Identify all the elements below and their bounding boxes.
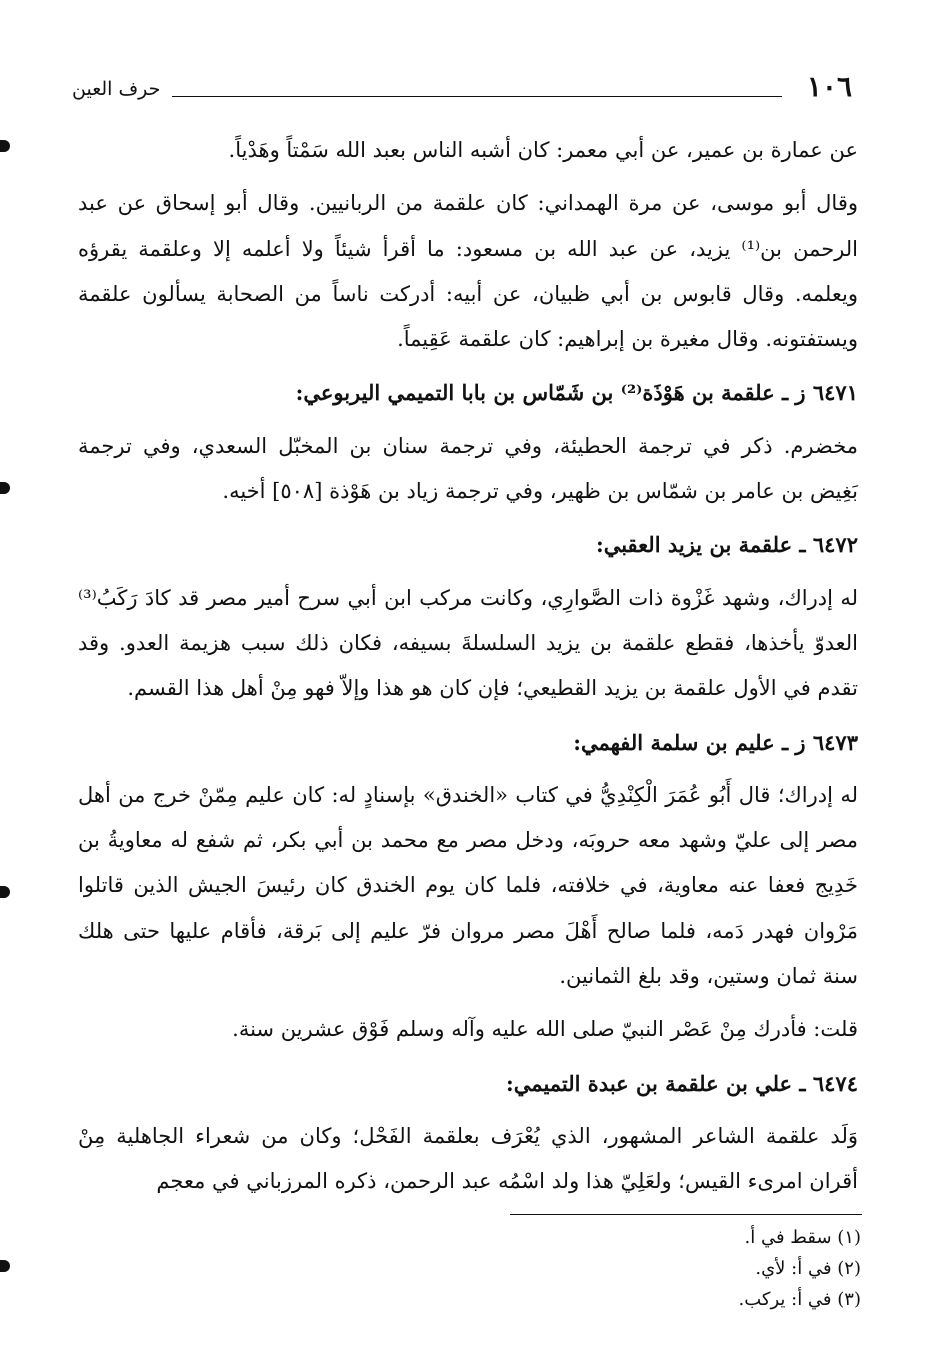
header-rule (172, 96, 782, 97)
paragraph: له إدراك؛ قال أَبُو عُمَرَ الْكِنْدِيُّ في كتاب «الخندق» بإسنادٍ له: كان عليم مِمّنْ خرج من أهل مصر إلى عليّ وشهد معه حروبَه، ودخل مصر مع محمد بن أبي بكر، ثم شفع له معاويةُ بن خَدِيج فعفا عنه معاوية، في خلافته، فلما كان يوم الخندق كان رئيسَ الجيش الذين قاتلوا مَرْوان فهدر دَمه، فلما صالح أَهْلَ مصر مروان فرّ عليم إلى بَرقة، فأقام عليها حتى هلك سنة ثمان وستين، وقد بلغ الثمانين. (78, 782, 858, 989)
scan-edge-mark (0, 140, 10, 152)
paragraph: عن عمارة بن عمير، عن أبي معمر: كان أشبه الناس بعبد الله سَمْتاً وهَدْياً. (228, 138, 858, 162)
scan-edge-mark (0, 886, 10, 898)
section-title: حرف العين (72, 78, 161, 100)
footnote: (٣) في أ: يركب. (738, 1289, 861, 1310)
scan-edge-mark (0, 482, 10, 494)
entry-heading: ٦٤٧٣ ز ـ عليم بن سلمة الفهمي: (573, 729, 858, 755)
paragraph: قلت: فأدرك مِنْ عَصْر النبيّ صلى الله عليه وآله وسلم فَوْق عشرين سنة. (232, 1017, 858, 1042)
paragraph: مخضرم. ذكر في ترجمة الحطيئة، وفي ترجمة سنان بن المخبّل السعدي، وفي ترجمة بَغِيض بن عامر بن شمّاس بن ظهير، وفي ترجمة زياد بن هَوْذة [٥٠٨] أخيه. (78, 433, 858, 504)
footnotes (461, 1222, 861, 1315)
paragraph: وقال أبو موسى، عن مرة الهمداني: كان علقمة من الربانيين. وقال أبو إسحاق عن عبد الرحمن بن⁽¹⁾ يزيد، عن عبد الله بن مسعود: ما أقرأ شيئاً ولا أعلمه إلا وعلقمة يقرؤه ويعلمه. وقال قابوس بن أبي ظبيان، عن أبيه: أدركت ناساً من الصحابة يسألون علقمة ويستفتونه. وقال مغيرة بن إبراهيم: كان علقمة عَقِيماً. (78, 191, 858, 352)
footnote: (١) سقط في أ. (744, 1227, 861, 1248)
entry-heading: ٦٤٧٤ ـ علي بن علقمة بن عبدة التميمي: (506, 1070, 858, 1096)
paragraph: وَلَد علقمة الشاعر المشهور، الذي يُعْرَف بعلقمة الفَحْل؛ وكان من شعراء الجاهلية مِنْ أقران امرىء القيس؛ ولعَلِيّ هذا ولد اسْمُه عبد الرحمن، ذكره المرزباني في معجم (78, 1123, 858, 1194)
footnote-rule (510, 1214, 862, 1215)
page-number: ١٠٦ (806, 70, 852, 103)
paragraph: له إدراك، وشهد غَزْوة ذات الصَّوارِي، وكانت مركب ابن أبي سرح أمير مصر قد كادَ رَكَبُ⁽³⁾ العدوّ يأخذها، فقطع علقمة بن يزيد السلسلةَ بسيفه، فكان ذلك سبب هزيمة العدو. وقد تقدم في الأول علقمة بن يزيد القطيعي؛ فإن كان هو هذا وإلاّ فهو مِنْ أهل هذا القسم. (78, 585, 858, 701)
main-text (78, 128, 858, 1213)
footnote: (٢) في أ: لأي. (755, 1258, 861, 1279)
entry-heading: ٦٤٧٢ ـ علقمة بن يزيد العقبي: (595, 532, 858, 558)
page-header (72, 70, 852, 110)
entry-heading: ٦٤٧١ ز ـ علقمة بن هَوْذَة⁽²⁾ بن شَمّاس بن بابا التميمي اليربوعي: (295, 380, 858, 406)
scan-edge-mark (0, 1260, 10, 1272)
